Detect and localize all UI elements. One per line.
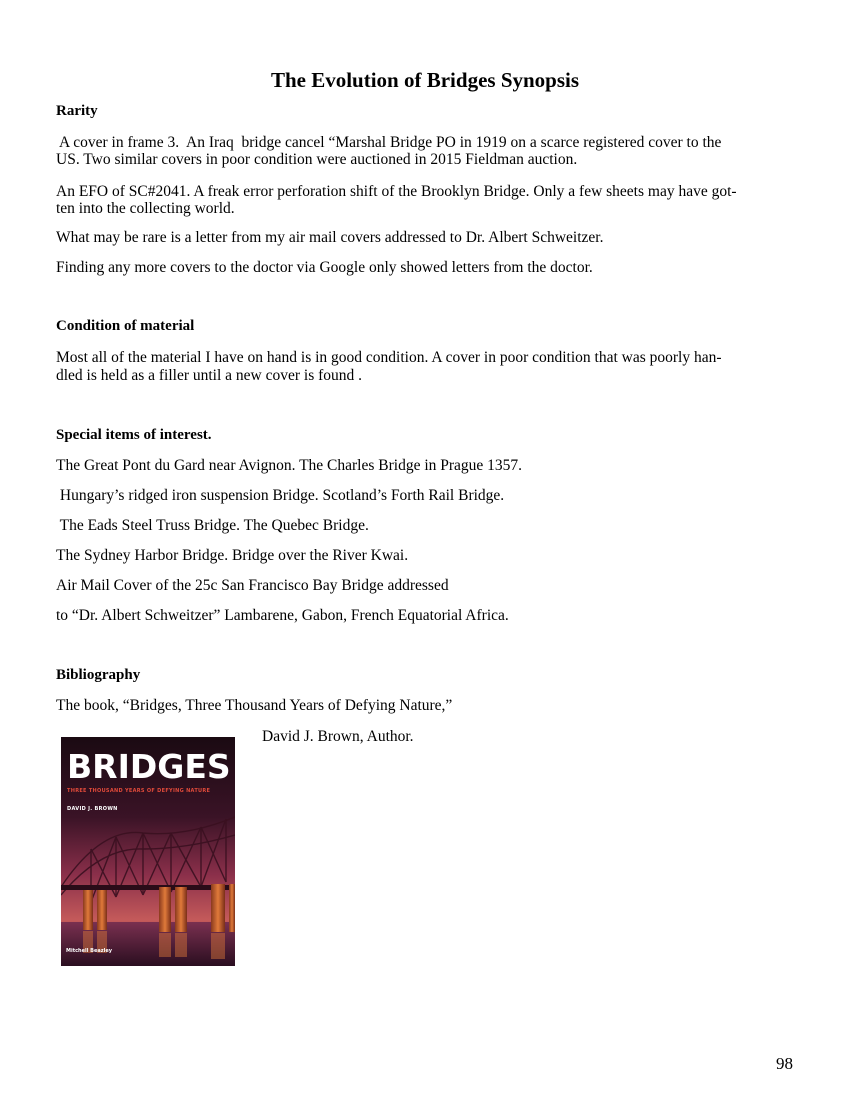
condition-heading: Condition of material bbox=[56, 318, 195, 334]
bibliography-author: David J. Brown, Author. bbox=[262, 728, 414, 745]
rarity-paragraph-3: What may be rare is a letter from my air mail covers addressed to Dr. Albert Schweitzer. bbox=[56, 229, 604, 246]
book-cover-author: DAVID J. BROWN bbox=[67, 806, 118, 812]
rarity-paragraph-1-line-2: US. Two similar covers in poor condition were auctioned in 2015 Fieldman auction. bbox=[56, 151, 578, 168]
special-items-heading: Special items of interest. bbox=[56, 427, 212, 443]
rarity-paragraph-4: Finding any more covers to the doctor via Google only showed letters from the doctor. bbox=[56, 259, 593, 276]
page-number: 98 bbox=[776, 1054, 793, 1073]
book-cover-title: BRIDGES bbox=[67, 747, 231, 786]
page-title: The Evolution of Bridges Synopsis bbox=[270, 68, 580, 92]
bibliography-book: The book, “Bridges, Three Thousand Years of Defying Nature,” bbox=[56, 697, 453, 714]
special-item: Air Mail Cover of the 25c San Francisco Bay Bridge addressed bbox=[56, 577, 449, 594]
special-item: The Great Pont du Gard near Avignon. The Charles Bridge in Prague 1357. bbox=[56, 457, 523, 474]
bibliography-heading: Bibliography bbox=[56, 667, 141, 683]
condition-line-2: dled is held as a filler until a new cover is found . bbox=[56, 367, 363, 384]
special-item: The Eads Steel Truss Bridge. The Quebec Bridge. bbox=[56, 517, 369, 534]
book-cover-publisher: Mitchell Beazley bbox=[66, 948, 113, 954]
condition-line-1: Most all of the material I have on hand is in good condition. A cover in poor condition that was poorly han- bbox=[56, 349, 722, 366]
rarity-paragraph-2-line-1: An EFO of SC#2041. A freak error perforation shift of the Brooklyn Bridge. Only a few sheets may have got- bbox=[56, 183, 737, 200]
rarity-paragraph-1-line-1: A cover in frame 3. An Iraq bridge cancel “Marshal Bridge PO in 1919 on a scarce registered cover to the bbox=[56, 134, 722, 151]
rarity-paragraph-2-line-2: ten into the collecting world. bbox=[56, 200, 235, 217]
special-item: The Sydney Harbor Bridge. Bridge over the River Kwai. bbox=[56, 547, 409, 564]
rarity-heading: Rarity bbox=[56, 103, 98, 119]
book-cover-image bbox=[61, 737, 235, 966]
special-item: Hungary’s ridged iron suspension Bridge. Scotland’s Forth Rail Bridge. bbox=[56, 487, 505, 504]
book-cover-subtitle: THREE THOUSAND YEARS OF DEFYING NATURE bbox=[67, 788, 211, 794]
special-item: to “Dr. Albert Schweitzer” Lambarene, Gabon, French Equatorial Africa. bbox=[56, 607, 509, 624]
